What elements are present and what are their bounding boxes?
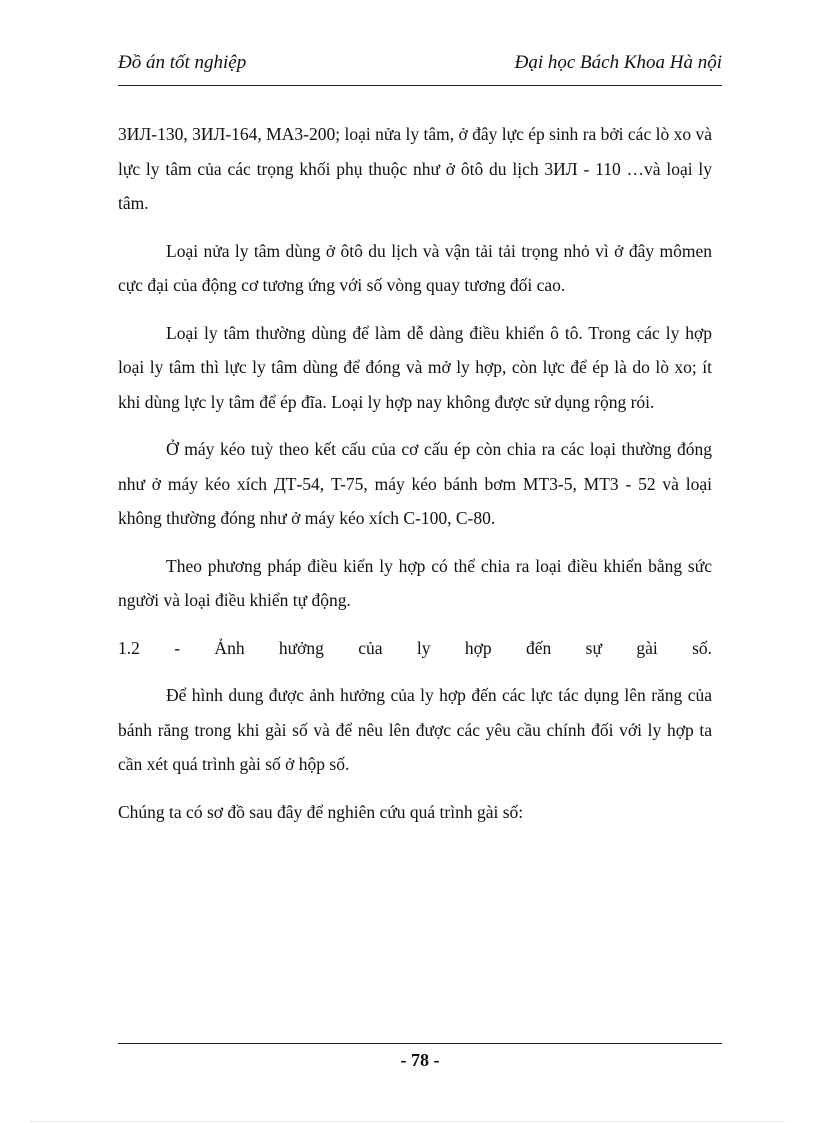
paragraph-semi-centrifugal: Loại nửa ly tâm dùng ở ôtô du lịch và vận tải tải trọng nhỏ vì ở đây mômen cực đại của động cơ tương ứng với số vòng quay tương đối cao. [118,240,712,295]
header-left-title: Đồ án tốt nghiệp [118,52,247,73]
paragraph-continuation: 3ИЛ-130, 3ИЛ-164, MA3-200; loại nửa ly tâm, ở đây lực ép sinh ra bởi các lò xo và lực ly tâm của các trọng khối phụ thuộc như ở ôtô du lịch 3ИЛ - 110 …và loại ly tâm. [118,124,712,213]
header-right-title: Đại học Bách Khoa Hà nội [514,52,722,73]
paragraph-control-method: Theo phương pháp điều kiển ly hợp có thể chia ra loại điều khiển bằng sức người và loại điều khiển tự động. [118,555,712,610]
paragraph-centrifugal: Loại ly tâm thường dùng để làm dễ dàng điều khiển ô tô. Trong các ly hợp loại ly tâm thì lực ly tâm dùng để đóng và mở ly hợp, còn lực để ép là do lò xo; ít khi dùng lực ly tâm để ép đĩa. Loại ly hợp nay không được sử dụng rộng rói. [118,322,712,412]
footer-divider [118,1043,722,1044]
header-divider [118,85,722,86]
section-heading-1-2: 1.2 - Ảnh hưởng của ly hợp đến sự gài số. [118,637,712,658]
paragraph-tractor: Ở máy kéo tuỳ theo kết cấu của cơ cấu ép còn chia ra các loại thường đóng như ở máy kéo xích ДТ-54, T-75, máy kéo bánh bơm MT3-5, MT3 - 52 và loại không thường đóng như ở máy kéo xích C-100, C-80. [118,439,712,528]
page-bottom-dotted-line [30,1121,786,1122]
page-header [118,52,722,78]
page-number: - 78 - [400,1050,440,1070]
document-body [118,117,712,829]
paragraph-diagram-intro: Chúng ta có sơ đồ sau đây để nghiên cứu quá trình gài số: [118,801,524,822]
paragraph-gear-shift-influence: Để hình dung được ảnh hưởng của ly hợp đến các lực tác dụng lên răng của bánh răng trong khi gài số và để nêu lên được các yêu cầu chính đối với ly hợp ta cần xét quá trình gài số ở hộp số. [118,685,712,774]
